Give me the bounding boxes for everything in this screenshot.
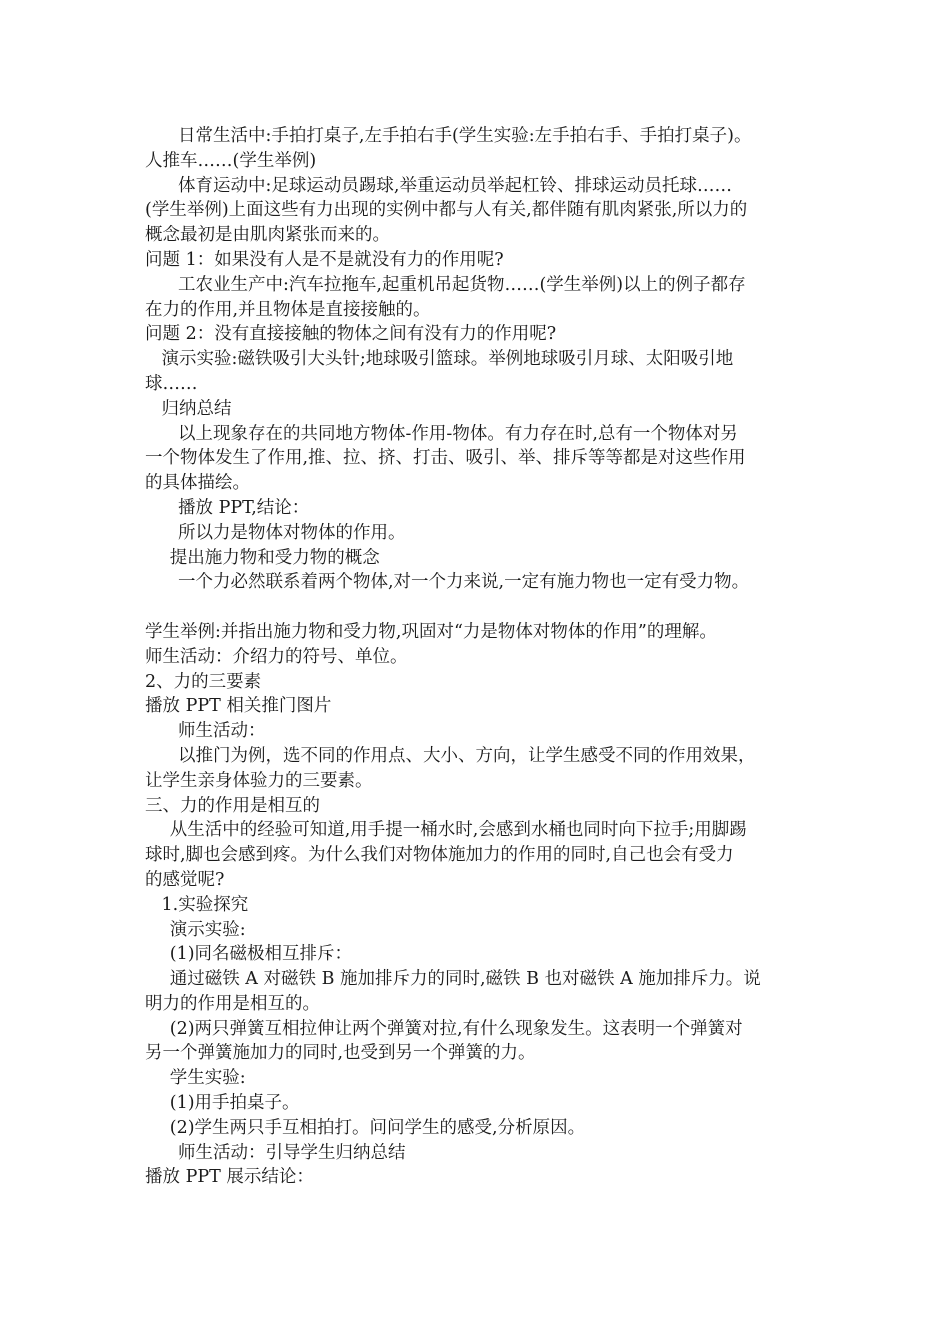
paragraph-line: 学生实验: [169,1068,246,1089]
paragraph-line: 球时,脚也会感到疼。为什么我们对物体施加力的作用的同时,自己也会有受力 [145,845,734,866]
paragraph-line: 体育运动中:足球运动员踢球,举重运动员举起杠铃、排球运动员托球…… [178,175,732,196]
paragraph-line: 1.实验探究 [161,894,249,915]
paragraph-line: 以推门为例，选不同的作用点、大小、方向，让学生感受不同的作用效果， [178,745,756,766]
paragraph-line: 球…… [145,373,198,394]
paragraph-line: 问题 1：如果没有人是不是就没有力的作用呢? [145,249,504,270]
paragraph-line: 演示实验: [169,919,246,940]
paragraph-line: 播放 PPT,结论： [178,497,310,518]
paragraph-line: (1)用手拍桌子。 [169,1093,300,1114]
paragraph-line: 一个力必然联系着两个物体,对一个力来说,一定有施力物也一定有受力物。 [178,572,750,593]
paragraph-line: (1)同名磁极相互排斥： [169,944,353,965]
paragraph-line: 在力的作用,并且物体是直接接触的。 [145,299,431,320]
paragraph-line: 概念最初是由肌肉紧张而来的。 [145,225,390,246]
paragraph-line: (2)学生两只手互相拍打。问问学生的感受,分析原因。 [169,1117,586,1138]
paragraph-line: 日常生活中:手拍打桌子,左手拍右手(学生实验:左手拍右手、手拍打桌子)。 [178,126,752,146]
paragraph-line: 2、力的三要素 [145,671,262,692]
paragraph-line: 一个物体发生了作用,推、拉、挤、打击、吸引、举、排斥等等都是对这些作用 [145,448,746,469]
paragraph-line: 明力的作用是相互的。 [145,993,320,1014]
paragraph-line: (2)两只弹簧互相拉伸让两个弹簧对拉,有什么现象发生。这表明一个弹簧对 [169,1018,743,1039]
paragraph-line: 师生活动：介绍力的符号、单位。 [145,646,408,667]
paragraph-line: 的具体描绘。 [145,473,250,494]
paragraph-line: 人推车……(学生举例) [145,150,317,171]
paragraph-line: 师生活动：引导学生归纳总结 [178,1142,406,1163]
paragraph-line: 归纳总结 [161,398,232,419]
paragraph-line: 学生举例:并指出施力物和受力物,巩固对“力是物体对物体的作用”的理解。 [145,621,717,642]
paragraph-line: 师生活动： [178,721,266,742]
paragraph-line: 提出施力物和受力物的概念 [169,547,380,568]
paragraph-line: 的感觉呢? [145,869,225,890]
paragraph-line: 演示实验:磁铁吸引大头针;地球吸引篮球。举例地球吸引月球、太阳吸引地 [161,349,734,370]
document-body [145,124,805,1190]
paragraph-line: 所以力是物体对物体的作用。 [178,522,406,543]
paragraph-line: 工农业生产中:汽车拉拖车,起重机吊起货物……(学生举例)以上的例子都存 [178,274,746,295]
paragraph-line: 播放 PPT 展示结论： [145,1167,314,1188]
paragraph-line: 通过磁铁 A 对磁铁 B 施加排斥力的同时,磁铁 B 也对磁铁 A 施加排斥力。说 [169,969,761,990]
paragraph-line: 以上现象存在的共同地方物体-作用-物体。有力存在时,总有一个物体对另 [178,423,738,444]
paragraph-line: 播放 PPT 相关推门图片 [145,696,332,717]
paragraph-line: 让学生亲身体验力的三要素。 [145,770,373,791]
blank-line [145,595,805,620]
paragraph-line: 三、力的作用是相互的 [145,795,320,816]
paragraph-line: (学生举例)上面这些有力出现的实例中都与人有关,都伴随有肌肉紧张,所以力的 [145,200,748,221]
paragraph-line: 另一个弹簧施加力的同时,也受到另一个弹簧的力。 [145,1043,536,1064]
paragraph-line: 从生活中的经验可知道,用手提一桶水时,会感到水桶也同时向下拉手;用脚踢 [169,820,747,841]
paragraph-line: 问题 2：没有直接接触的物体之间有没有力的作用呢? [145,324,557,345]
